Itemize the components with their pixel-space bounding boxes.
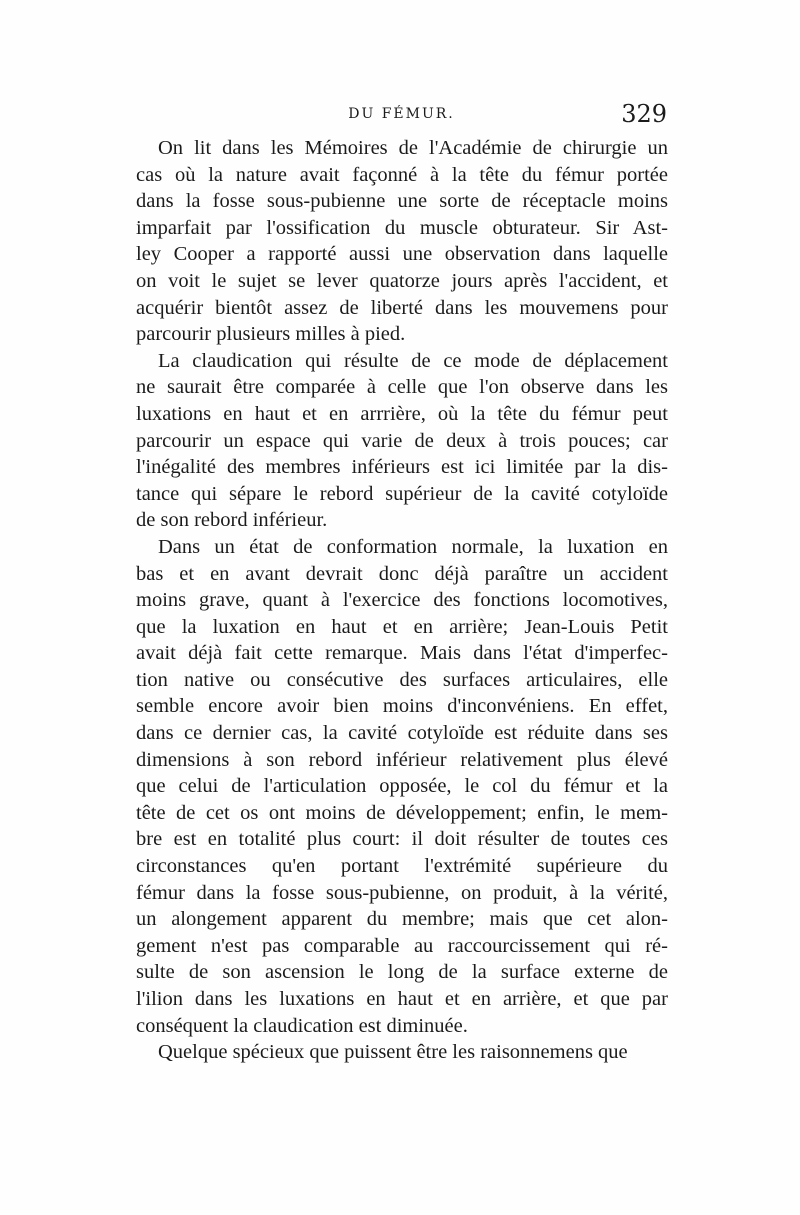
text-line: ne saurait être comparée à celle que l'on observe dans les bbox=[136, 376, 668, 399]
text-line: tête de cet os ont moins de développement; enfin, le mem- bbox=[136, 801, 668, 824]
text-line: imparfait par l'ossification du muscle obturateur. Sir Ast- bbox=[136, 216, 668, 239]
text-line: luxations en haut et en arrrière, où la tête du fémur peut bbox=[136, 402, 668, 425]
paragraph bbox=[136, 534, 668, 1039]
text-line: dans la fosse sous-pubienne une sorte de réceptacle moins bbox=[136, 190, 668, 213]
page-number: 329 bbox=[621, 100, 667, 128]
text-line: On lit dans les Mémoires de l'Académie de chirurgie un bbox=[158, 137, 668, 159]
text-line: bre est en totalité plus court: il doit résulter de toutes ces bbox=[136, 828, 668, 851]
text-line: on voit le sujet se lever quatorze jours après l'accident, et bbox=[136, 269, 668, 292]
text-line: dimensions à son rebord inférieur relativement plus élevé bbox=[136, 748, 668, 771]
text-line: l'ilion dans les luxations en haut et en arrière, et que par bbox=[136, 988, 668, 1010]
text-line: ley Cooper a rapporté aussi une observation dans laquelle bbox=[136, 243, 668, 266]
text-line: de son rebord inférieur. bbox=[136, 509, 328, 532]
text-line: Quelque spécieux que puissent être les raisonnemens que bbox=[158, 1041, 628, 1064]
text-line: dans ce dernier cas, la cavité cotyloïde est réduite dans ses bbox=[136, 722, 668, 745]
text-line: fémur dans la fosse sous-pubienne, on produit, à la vérité, bbox=[136, 881, 668, 904]
body-text bbox=[136, 135, 668, 1066]
text-line: parcourir plusieurs milles à pied. bbox=[136, 323, 406, 346]
text-line: La claudication qui résulte de ce mode de déplacement bbox=[158, 349, 668, 372]
text-line: gement n'est pas comparable au raccourcissement qui ré- bbox=[136, 934, 668, 957]
text-line: cas où la nature avait façonné à la tête du fémur portée bbox=[136, 163, 668, 186]
text-line: que la luxation en haut et en arrière; Jean-Louis Petit bbox=[136, 615, 668, 638]
text-line: circonstances qu'en portant l'extrémité supérieure du bbox=[136, 855, 668, 878]
text-line: un alongement apparent du membre; mais que cet alon- bbox=[136, 908, 668, 931]
running-head bbox=[136, 100, 667, 130]
text-line: que celui de l'articulation opposée, le col du fémur et la bbox=[136, 775, 668, 798]
text-line: l'inégalité des membres inférieurs est ici limitée par la dis- bbox=[136, 456, 668, 479]
paragraph bbox=[136, 135, 668, 348]
text-line: sulte de son ascension le long de la surface externe de bbox=[136, 961, 668, 984]
text-line: semble encore avoir bien moins d'inconvéniens. En effet, bbox=[136, 695, 668, 718]
paragraph bbox=[136, 1039, 668, 1066]
paragraph bbox=[136, 348, 668, 534]
text-line: tion native ou consécutive des surfaces articulaires, elle bbox=[136, 668, 668, 691]
text-line: conséquent la claudication est diminuée. bbox=[136, 1014, 468, 1037]
text-line: Dans un état de conformation normale, la luxation en bbox=[158, 535, 668, 558]
text-line: tance qui sépare le rebord supérieur de la cavité cotyloïde bbox=[136, 482, 668, 505]
text-line: moins grave, quant à l'exercice des fonctions locomotives, bbox=[136, 589, 668, 612]
text-line: parcourir un espace qui varie de deux à trois pouces; car bbox=[136, 429, 668, 452]
text-line: acquérir bientôt assez de liberté dans les mouvemens pour bbox=[136, 296, 668, 319]
text-line: bas et en avant devrait donc déjà paraître un accident bbox=[136, 562, 668, 585]
running-title: DU FÉMUR. bbox=[348, 106, 455, 122]
text-line: avait déjà fait cette remarque. Mais dans l'état d'imperfec- bbox=[136, 642, 668, 665]
